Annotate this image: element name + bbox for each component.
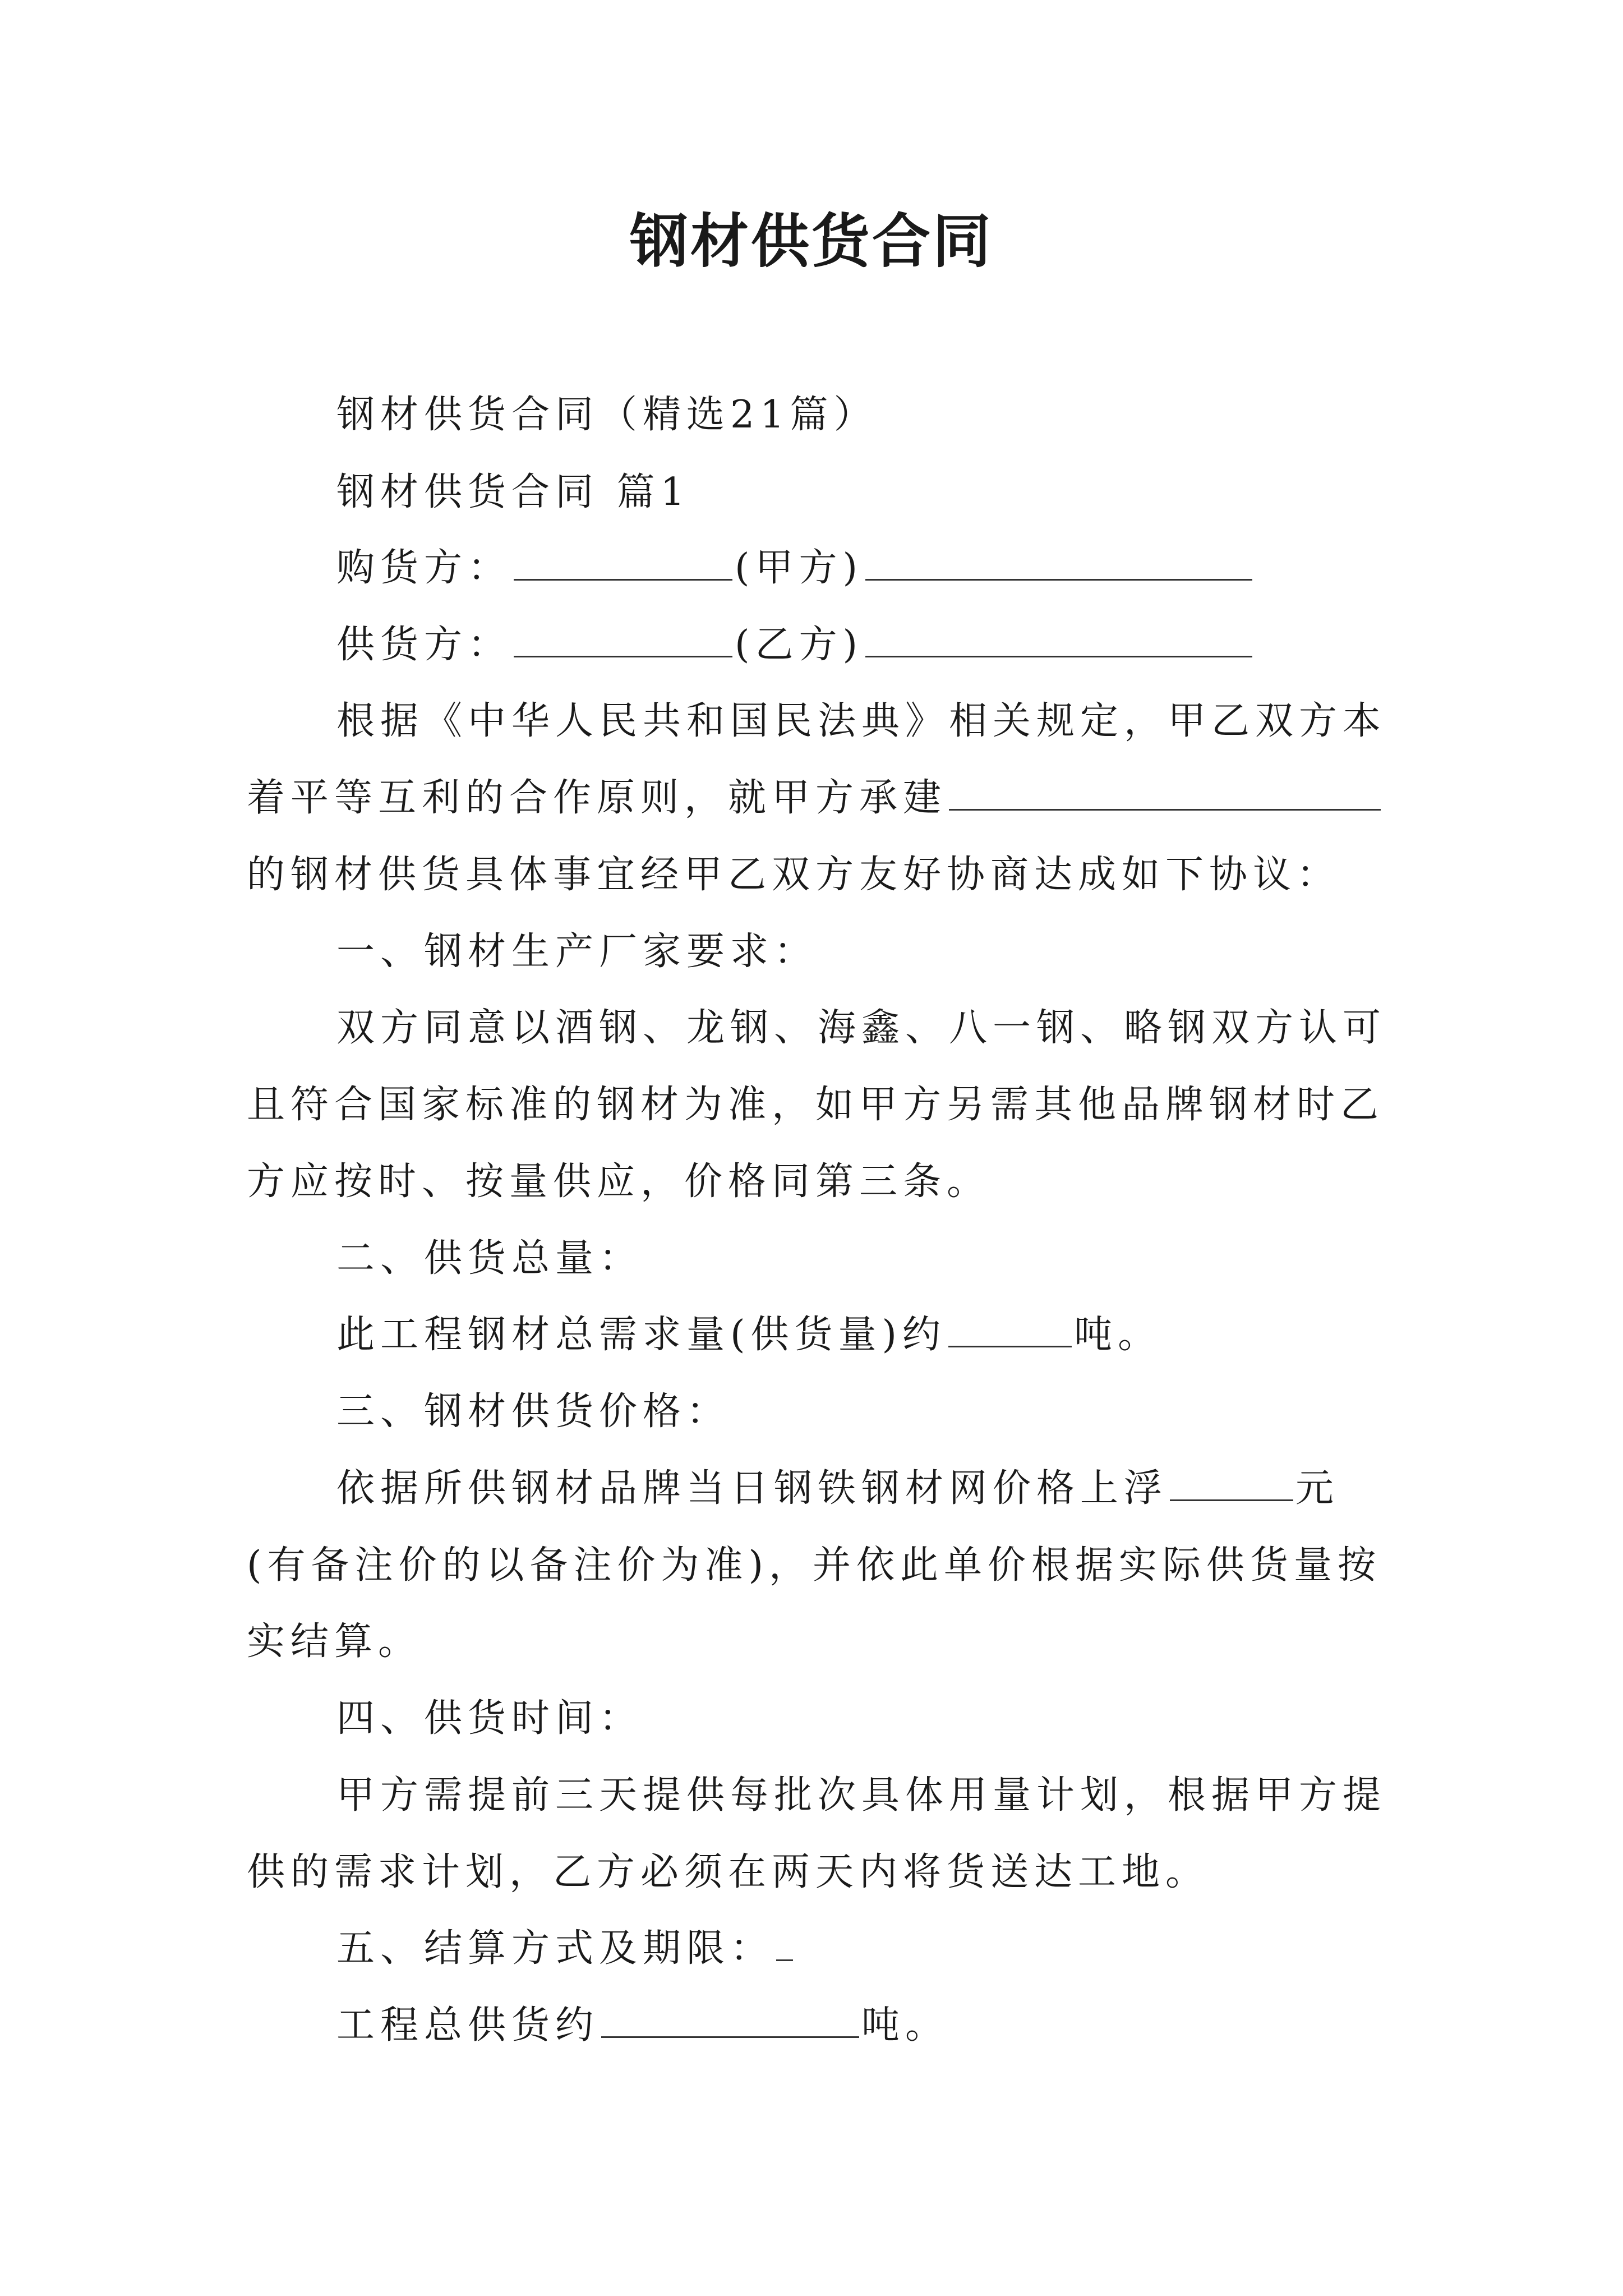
clause-1-line-1: 双方同意以酒钢、龙钢、海鑫、八一钢、略钢双方认可 xyxy=(336,1006,1387,1050)
settlement-blank xyxy=(776,1925,793,1961)
clause-3-before: 依据所供钢材品牌当日钢铁钢材网价格上浮 xyxy=(336,1466,1168,1511)
clause-2-text xyxy=(336,1307,1161,1363)
buyer-extra-blank xyxy=(865,544,1252,581)
buyer-name-blank xyxy=(514,544,732,581)
clause-3-line-1 xyxy=(336,1461,1339,1517)
intro-line-2 xyxy=(247,770,1383,826)
supplier-extra-blank xyxy=(865,621,1252,657)
intro-line-1: 根据《中华人民共和国民法典》相关规定，甲乙双方本 xyxy=(336,699,1387,743)
clause-3-line-2: (有备注价的以备注价为准)，并依此单价根据实际供货量按 xyxy=(247,1543,1382,1588)
intro-text: 着平等互利的合作原则，就甲方承建 xyxy=(247,776,947,820)
clause-1-line-2: 且符合国家标准的钢材为准，如甲方另需其他品牌钢材时乙 xyxy=(247,1083,1385,1127)
clause-1-line-3: 方应按时、按量供应，价格同第三条。 xyxy=(247,1159,991,1204)
section-heading: 钢材供货合同 篇1 xyxy=(336,470,690,514)
buyer-label: 购货方： xyxy=(336,546,512,590)
tonnage-blank xyxy=(948,1311,1072,1347)
buyer-line xyxy=(336,540,1255,596)
supplier-line xyxy=(336,617,1255,673)
clause-2-heading: 二、供货总量： xyxy=(336,1236,643,1281)
supplier-label: 供货方： xyxy=(336,623,512,667)
clause-1-heading: 一、钢材生产厂家要求： xyxy=(336,930,818,974)
clause-3-heading: 三、钢材供货价格： xyxy=(336,1389,731,1434)
clause-5-heading xyxy=(336,1921,795,1977)
buyer-role: (甲方) xyxy=(735,546,864,590)
clause-4-line-2: 供的需求计划，乙方必须在两天内将货送达工地。 xyxy=(247,1850,1210,1894)
clause-3-after: 元 xyxy=(1295,1466,1340,1511)
clause-5-after: 吨。 xyxy=(861,2003,949,2047)
document-subtitle: 钢材供货合同（精选21篇） xyxy=(336,393,878,437)
project-name-blank xyxy=(949,774,1381,811)
clause-2-after: 吨。 xyxy=(1074,1313,1162,1357)
clause-5-before: 工程总供货约 xyxy=(336,2003,600,2047)
supplier-role: (乙方) xyxy=(735,623,864,667)
clause-5-heading-text: 五、结算方式及期限： xyxy=(336,1926,774,1971)
intro-line-3: 的钢材供货具体事宜经甲乙双方友好协商达成如下协议： xyxy=(247,853,1341,897)
clause-5-line-1 xyxy=(336,1998,949,2054)
price-markup-blank xyxy=(1170,1465,1293,1501)
clause-3-line-3: 实结算。 xyxy=(247,1619,422,1664)
clause-4-line-1: 甲方需提前三天提供每批次具体用量计划，根据甲方提 xyxy=(336,1773,1387,1818)
clause-2-before: 此工程钢材总需求量(供货量)约 xyxy=(336,1313,947,1357)
clause-4-heading: 四、供货时间： xyxy=(336,1696,643,1741)
supplier-name-blank xyxy=(514,621,732,657)
document-title: 钢材供货合同 xyxy=(629,207,993,275)
total-supply-blank xyxy=(601,2001,859,2038)
